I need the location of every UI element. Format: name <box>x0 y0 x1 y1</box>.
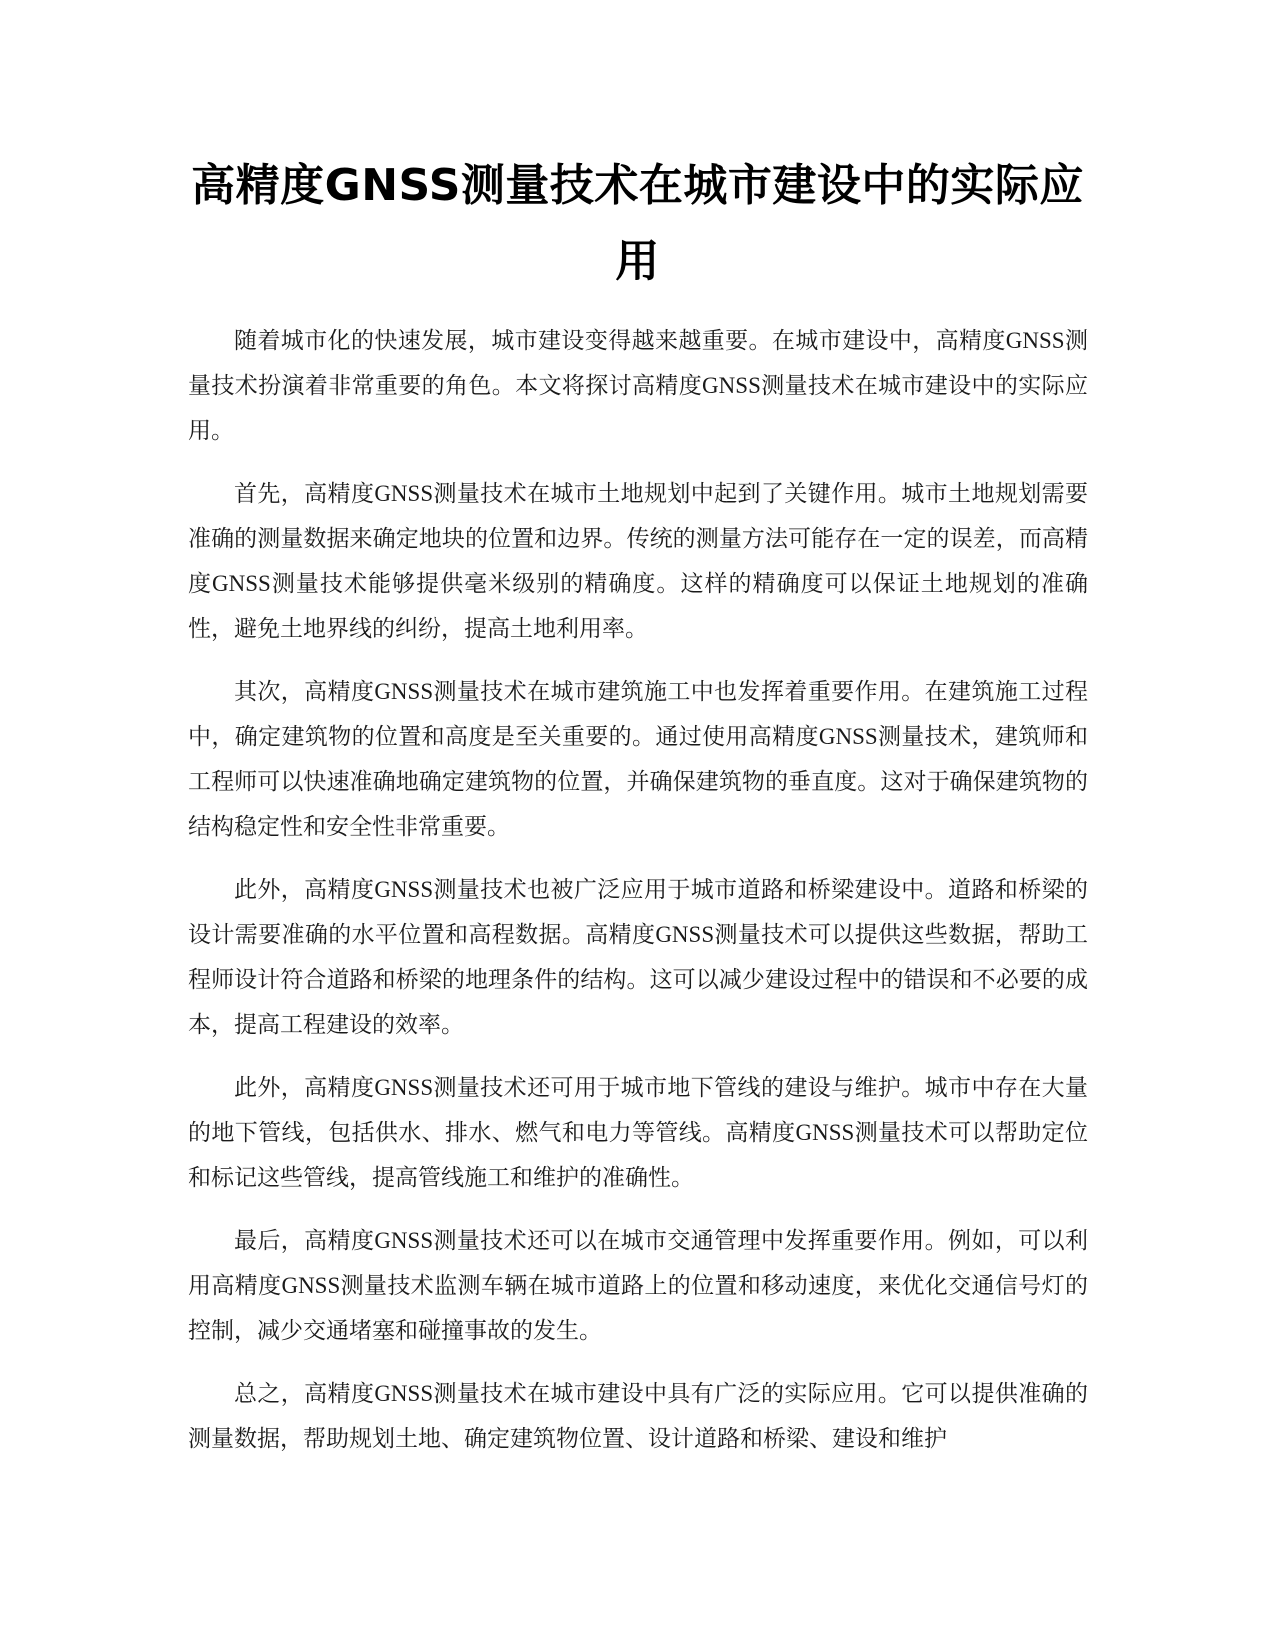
document-body <box>188 318 1088 1479</box>
paragraph-2: 首先，高精度GNSS测量技术在城市土地规划中起到了关键作用。城市土地规划需要准确的测量数据来确定地块的位置和边界。传统的测量方法可能存在一定的误差，而高精度GNSS测量技术能够提供毫米级别的精确度。这样的精确度可以保证土地规划的准确性，避免土地界线的纠纷，提高土地利用率。 <box>188 481 1088 641</box>
paragraph-1: 随着城市化的快速发展，城市建设变得越来越重要。在城市建设中，高精度GNSS测量技术扮演着非常重要的角色。本文将探讨高精度GNSS测量技术在城市建设中的实际应用。 <box>188 328 1088 443</box>
paragraph-3: 其次，高精度GNSS测量技术在城市建筑施工中也发挥着重要作用。在建筑施工过程中，确定建筑物的位置和高度是至关重要的。通过使用高精度GNSS测量技术，建筑师和工程师可以快速准确地确定建筑物的位置，并确保建筑物的垂直度。这对于确保建筑物的结构稳定性和安全性非常重要。 <box>188 679 1088 839</box>
paragraph-4: 此外，高精度GNSS测量技术也被广泛应用于城市道路和桥梁建设中。道路和桥梁的设计需要准确的水平位置和高程数据。高精度GNSS测量技术可以提供这些数据，帮助工程师设计符合道路和桥梁的地理条件的结构。这可以减少建设过程中的错误和不必要的成本，提高工程建设的效率。 <box>188 877 1088 1037</box>
paragraph-7: 总之，高精度GNSS测量技术在城市建设中具有广泛的实际应用。它可以提供准确的测量数据，帮助规划土地、确定建筑物位置、设计道路和桥梁、建设和维护 <box>188 1381 1088 1451</box>
paragraph-6: 最后，高精度GNSS测量技术还可以在城市交通管理中发挥重要作用。例如，可以利用高精度GNSS测量技术监测车辆在城市道路上的位置和移动速度，来优化交通信号灯的控制，减少交通堵塞和碰撞事故的发生。 <box>188 1228 1088 1343</box>
document-title: 高精度GNSS测量技术在城市建设中的实际应用 <box>191 160 1084 287</box>
paragraph-5: 此外，高精度GNSS测量技术还可用于城市地下管线的建设与维护。城市中存在大量的地下管线，包括供水、排水、燃气和电力等管线。高精度GNSS测量技术可以帮助定位和标记这些管线，提高管线施工和维护的准确性。 <box>188 1075 1088 1190</box>
